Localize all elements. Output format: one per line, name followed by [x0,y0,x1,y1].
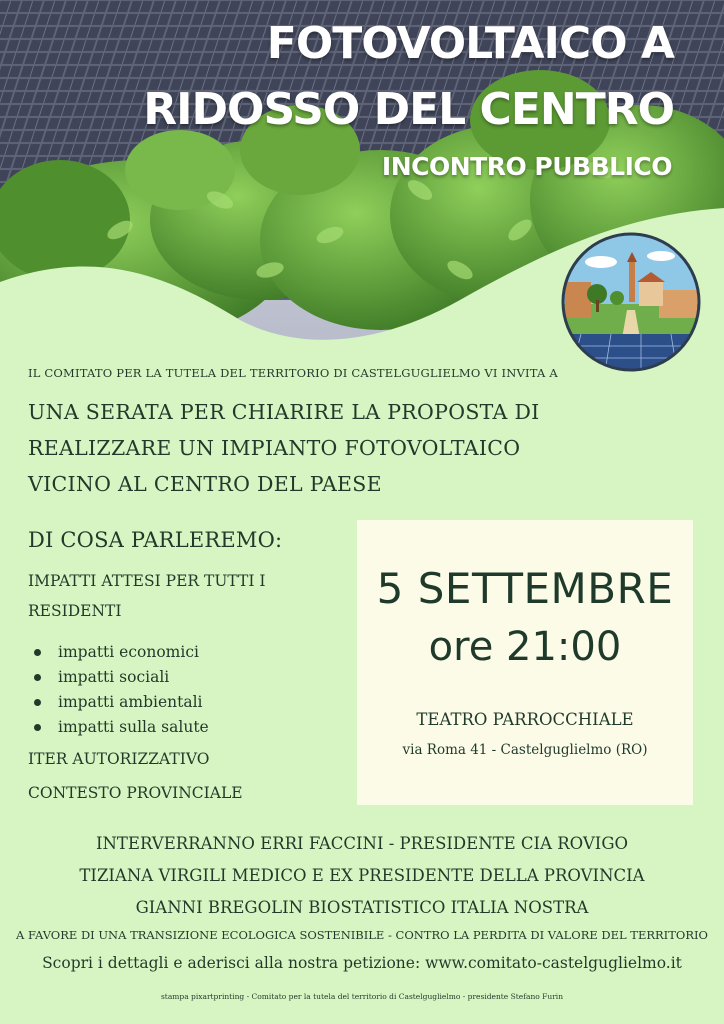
headline-line: REALIZZARE UN IMPIANTO FOTOVOLTAICO [28,436,521,460]
list-item: impatti ambientali [34,690,209,715]
list-item: impatti economici [34,640,209,665]
town-logo [561,232,701,372]
venue-address: via Roma 41 - Castelguglielmo (RO) [402,742,648,758]
headline-line: VICINO AL CENTRO DEL PAESE [28,472,382,496]
invite-intro: IL COMITATO PER LA TUTELA DEL TERRITORIO DI CASTELGUGLIELMO VI INVITA A [28,366,558,380]
headline [28,394,588,502]
title-line-1: FOTOVOLTAICO A [266,18,674,69]
speakers [0,828,724,924]
speaker-line: GIANNI BREGOLIN BIOSTATISTICO ITALIA NOSTRA [135,898,589,917]
topics-heading: DI COSA PARLEREMO: [28,528,283,552]
subtitle: INCONTRO PUBBLICO [381,152,672,181]
tagline: A FAVORE DI UNA TRANSIZIONE ECOLOGICA SOSTENIBILE - CONTRO LA PERDITA DI VALORE DEL TERRITORIO [16,928,708,942]
bullet-dot-icon [34,674,41,681]
event-date: 5 SETTEMBRE [376,564,674,613]
venue-name: TEATRO PARROCCHIALE [416,710,634,729]
bullet-dot-icon [34,724,41,731]
impact-list [34,640,209,740]
title-line-2: RIDOSSO DEL CENTRO [143,84,674,135]
speaker-line: TIZIANA VIRGILI MEDICO E EX PRESIDENTE DELLA PROVINCIA [79,866,645,885]
list-item: impatti sociali [34,665,209,690]
headline-line: UNA SERATA PER CHIARIRE LA PROPOSTA DI [28,400,540,424]
bullet-dot-icon [34,699,41,706]
list-item: impatti sulla salute [34,715,209,740]
topic-authorization: ITER AUTORIZZATIVO [28,750,210,768]
topic-main: IMPATTI ATTESI PER TUTTI I RESIDENTI [28,572,266,620]
footer-credits: stampa pixartprinting - Comitato per la tutela del territorio di Castelguglielmo - presidente Stefano Furin [160,992,564,1001]
petition-cta: Scopri i dettagli e aderisci alla nostra petizione: www.comitato-castelguglielmo.it [42,954,682,972]
topic-provincial-context: CONTESTO PROVINCIALE [28,784,243,802]
speaker-line: INTERVERRANNO ERRI FACCINI - PRESIDENTE CIA ROVIGO [95,834,629,853]
event-box [357,520,693,805]
event-time: ore 21:00 [428,624,622,670]
bullet-dot-icon [34,649,41,656]
